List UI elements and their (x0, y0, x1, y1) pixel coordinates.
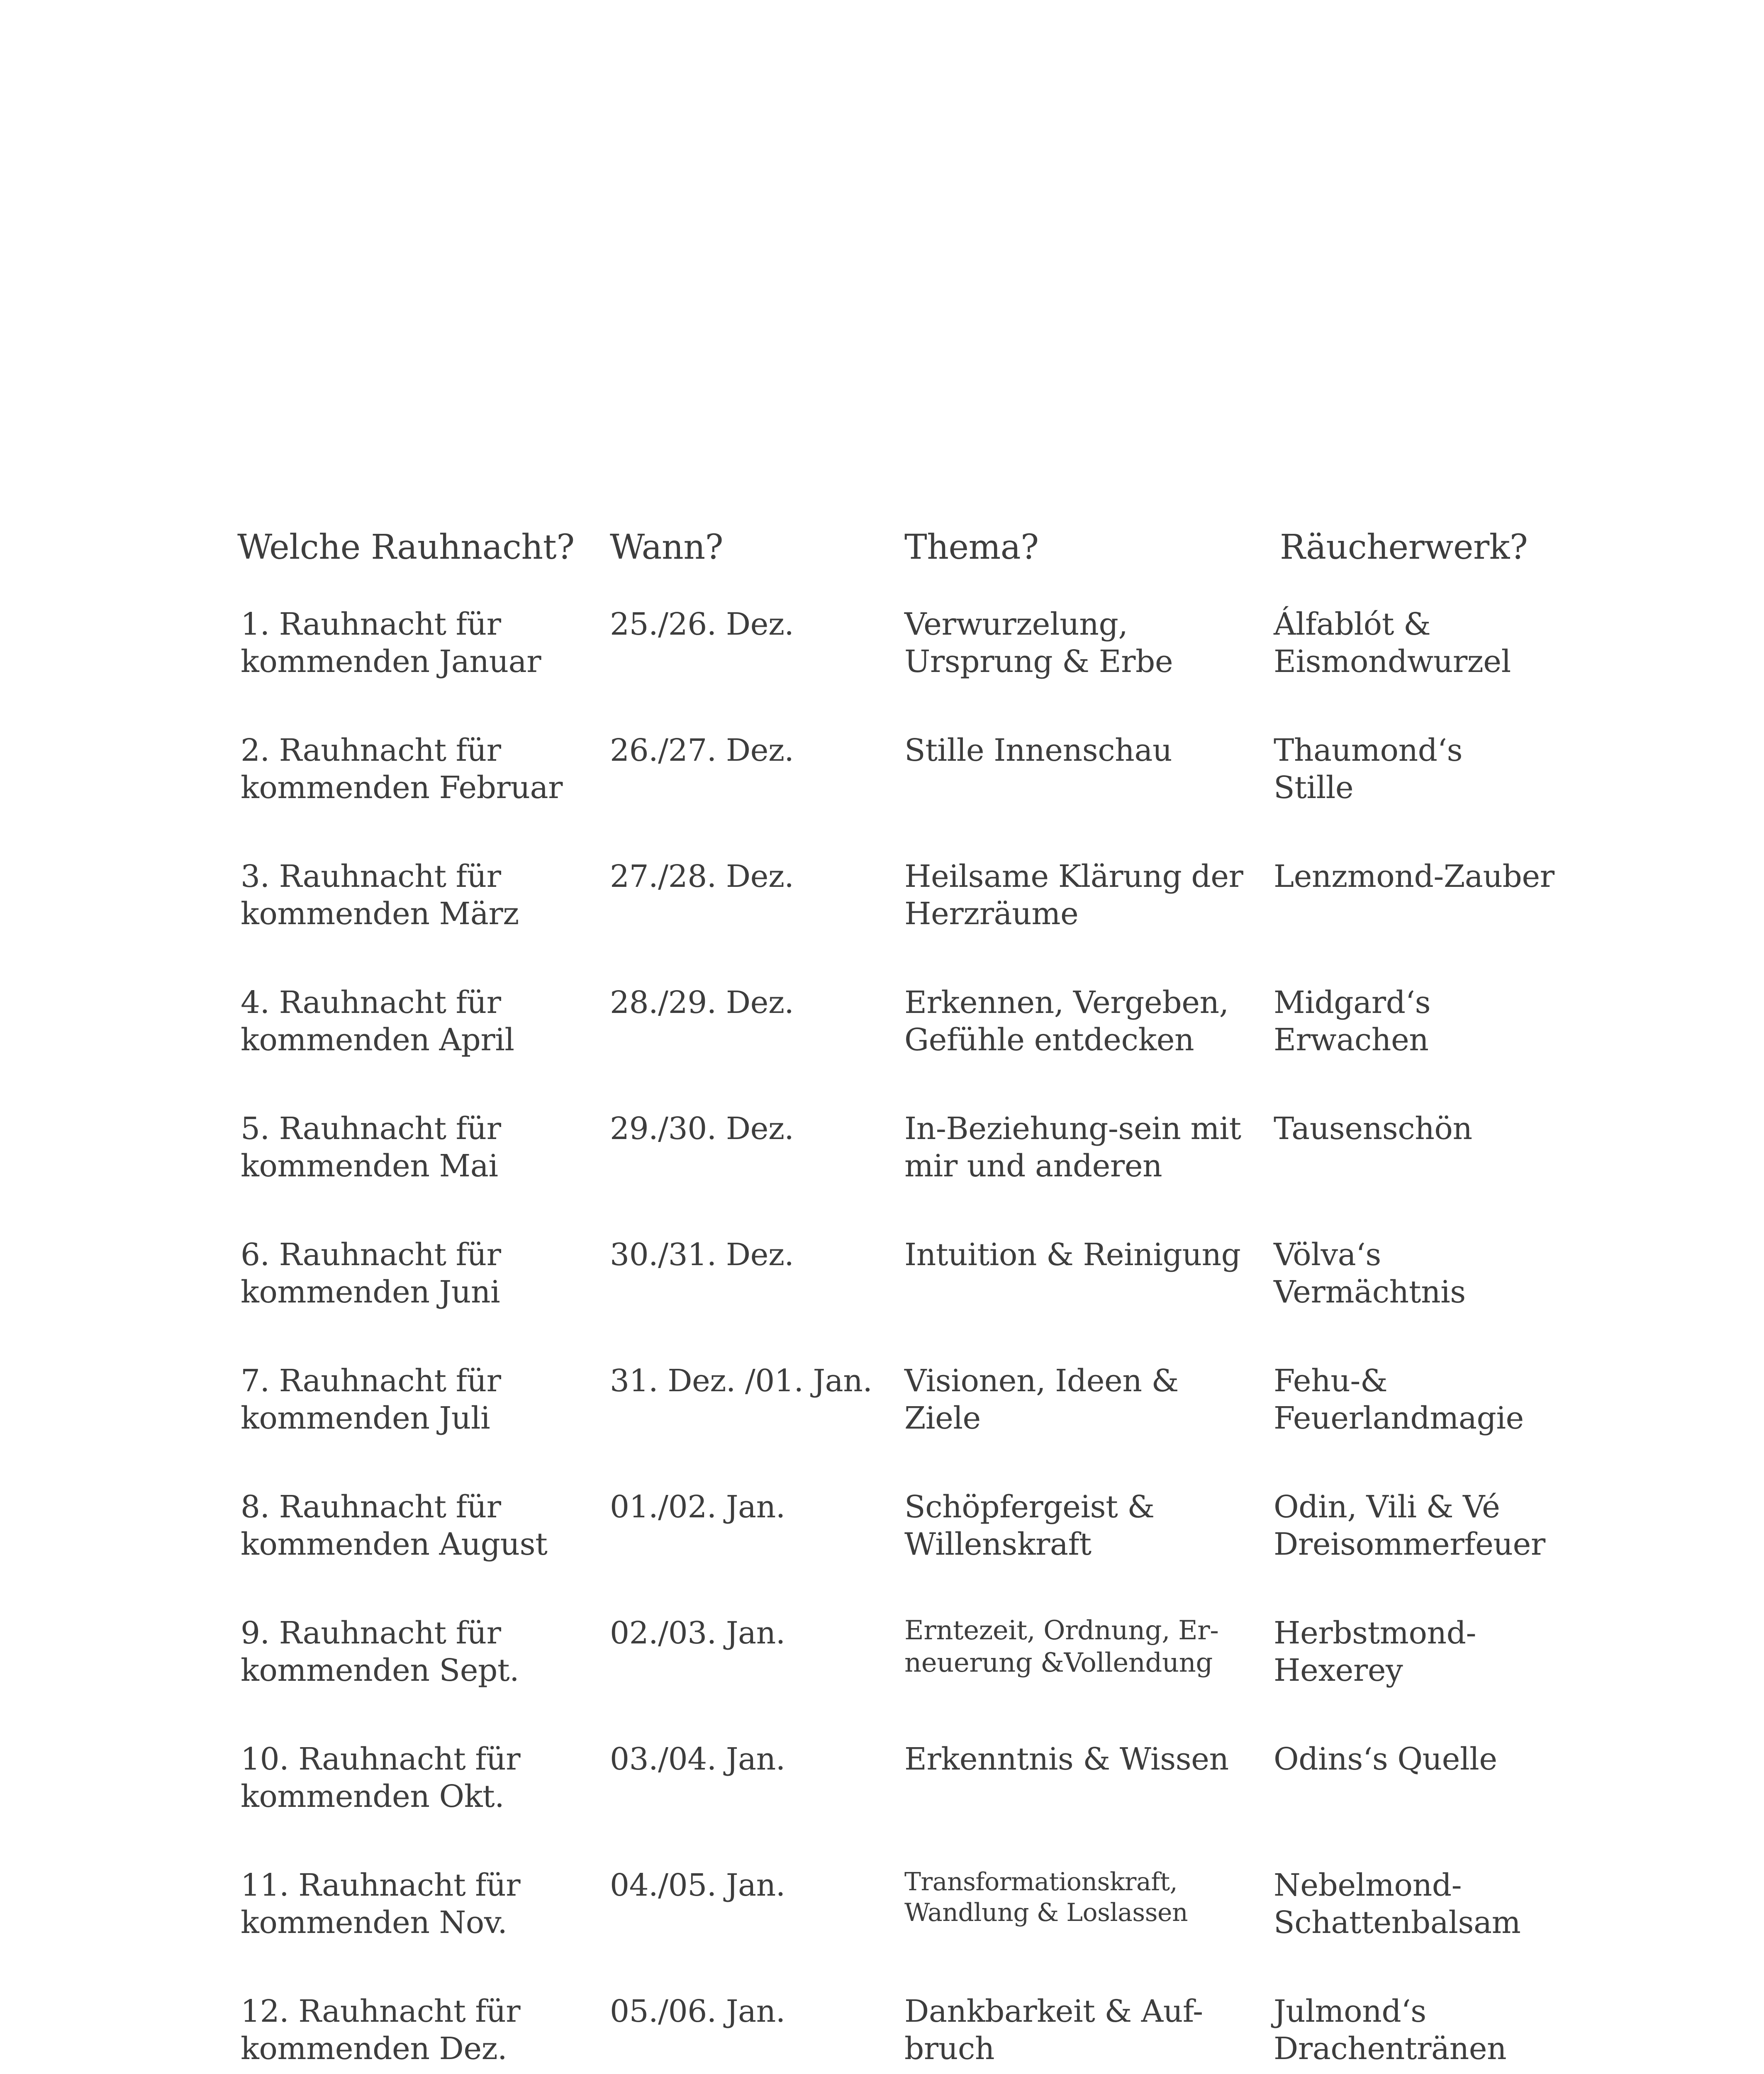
cell-theme-line: Wandlung & Loslassen (904, 1898, 1188, 1927)
cell-night-line: kommenden Mai (241, 1148, 498, 1184)
cell-theme-line: In-Beziehung-sein mit (904, 1111, 1241, 1147)
rauhnacht-table (237, 527, 1568, 2074)
cell-night (241, 984, 514, 1059)
table-row (241, 1362, 1568, 1488)
cell-night (241, 1993, 520, 2067)
cell-night-line: kommenden Dez. (241, 2031, 507, 2067)
table-row (241, 984, 1568, 1110)
cell-theme-line: Ziele (904, 1400, 981, 1436)
cell-night-line: 2. Rauhnacht für (241, 733, 501, 768)
cell-theme (904, 1614, 1218, 1679)
cell-theme-line: Erkenntnis & Wissen (904, 1741, 1229, 1777)
cell-theme (904, 1110, 1241, 1185)
cell-theme-line: Erkennen, Vergeben, (904, 985, 1229, 1020)
cell-night-line: 5. Rauhnacht für (241, 1111, 501, 1147)
cell-incense (1274, 1488, 1545, 1563)
cell-theme-line: Schöpfergeist & (904, 1489, 1155, 1525)
cell-night-line: kommenden Sept. (241, 1653, 519, 1688)
cell-incense-line: Dreisommerfeuer (1274, 1526, 1545, 1562)
cell-incense (1274, 1741, 1497, 1778)
cell-theme (904, 1867, 1188, 1928)
cell-when: 27./28. Dez. (610, 859, 794, 894)
table-row (241, 1867, 1568, 1993)
header-night: Welche Rauhnacht? (237, 528, 575, 567)
cell-when: 30./31. Dez. (610, 1237, 794, 1273)
cell-theme (904, 984, 1229, 1059)
cell-night (241, 1110, 501, 1185)
cell-when: 28./29. Dez. (610, 985, 794, 1020)
table-row (241, 1741, 1568, 1867)
cell-theme-line: Ursprung & Erbe (904, 644, 1173, 679)
cell-incense-line: Völva‘s (1274, 1237, 1381, 1273)
cell-incense (1274, 1614, 1476, 1689)
cell-theme-line: mir und anderen (904, 1148, 1162, 1184)
cell-incense-line: Midgard‘s (1274, 985, 1431, 1020)
cell-night (241, 858, 519, 932)
cell-night-line: kommenden Januar (241, 644, 541, 679)
cell-theme-line: Transformationskraft, (904, 1867, 1178, 1896)
cell-incense-line: Lenzmond-Zauber (1274, 859, 1554, 894)
cell-night-line: 4. Rauhnacht für (241, 985, 501, 1020)
cell-night (241, 1236, 501, 1311)
cell-night (241, 1867, 520, 1941)
cell-incense (1274, 1993, 1506, 2067)
cell-theme-line: Erntezeit, Ordnung, Er- (904, 1615, 1219, 1646)
cell-night-line: 3. Rauhnacht für (241, 859, 501, 894)
cell-theme-line: Gefühle entdecken (904, 1022, 1194, 1058)
cell-theme-line: Willenskraft (904, 1526, 1092, 1562)
cell-night-line: 6. Rauhnacht für (241, 1237, 501, 1273)
cell-night (241, 1362, 501, 1437)
cell-incense-line: Vermächtnis (1274, 1274, 1466, 1310)
table-header-row (237, 527, 1568, 606)
cell-night (241, 1614, 519, 1689)
cell-theme-line: Herzräume (904, 896, 1079, 932)
table-row (241, 1236, 1568, 1362)
cell-incense-line: Herbstmond- (1274, 1615, 1476, 1651)
table-row (241, 606, 1568, 732)
cell-incense-line: Odin, Vili & Vé (1274, 1489, 1500, 1525)
cell-incense (1274, 732, 1462, 806)
cell-when: 29./30. Dez. (610, 1111, 794, 1147)
cell-theme-line: Intuition & Reinigung (904, 1237, 1241, 1273)
cell-night-line: kommenden Februar (241, 770, 563, 806)
cell-theme (904, 732, 1172, 769)
cell-night (241, 606, 541, 680)
header-theme: Thema? (904, 528, 1039, 567)
cell-incense-line: Schattenbalsam (1274, 1905, 1521, 1940)
cell-when: 04./05. Jan. (610, 1867, 785, 1903)
cell-night-line: 10. Rauhnacht für (241, 1741, 521, 1777)
cell-theme (904, 606, 1173, 680)
cell-incense (1274, 1362, 1524, 1437)
cell-theme-line: neuerung &Vollendung (904, 1648, 1213, 1678)
cell-incense-line: Tausenschön (1274, 1111, 1472, 1147)
cell-incense (1274, 858, 1554, 895)
cell-night (241, 1488, 547, 1563)
cell-incense-line: Nebelmond- (1274, 1867, 1462, 1903)
cell-incense (1274, 606, 1511, 680)
cell-when: 01./02. Jan. (610, 1489, 785, 1525)
cell-theme (904, 1741, 1229, 1778)
cell-night-line: 11. Rauhnacht für (241, 1867, 521, 1903)
cell-night-line: kommenden März (241, 896, 519, 932)
cell-theme-line: Heilsame Klärung der (904, 859, 1243, 894)
cell-incense-line: Fehu-& (1274, 1363, 1388, 1399)
header-incense: Räucherwerk? (1280, 528, 1528, 567)
cell-when: 31. Dez. /01. Jan. (610, 1363, 872, 1399)
cell-incense-line: Stille (1274, 770, 1354, 806)
cell-when: 05./06. Jan. (610, 1994, 785, 2029)
cell-when: 03./04. Jan. (610, 1741, 785, 1777)
cell-incense (1274, 984, 1430, 1059)
table-row (241, 732, 1568, 858)
cell-night-line: kommenden Juni (241, 1274, 500, 1310)
cell-incense-line: Hexerey (1274, 1653, 1403, 1688)
cell-night-line: 1. Rauhnacht für (241, 606, 501, 642)
cell-night-line: 8. Rauhnacht für (241, 1489, 501, 1525)
cell-theme-line: Verwurzelung, (904, 606, 1128, 642)
cell-incense-line: Odins‘s Quelle (1274, 1741, 1497, 1777)
cell-incense-line: Julmond‘s (1274, 1994, 1426, 2029)
cell-when: 25./26. Dez. (610, 606, 794, 642)
table-row (241, 1488, 1568, 1614)
table-row (241, 858, 1568, 984)
cell-theme-line: bruch (904, 2031, 995, 2067)
table-body (241, 606, 1568, 2074)
cell-night (241, 1741, 520, 1815)
cell-incense (1274, 1867, 1520, 1941)
table-row (241, 1993, 1568, 2074)
cell-incense-line: Thaumond‘s (1274, 733, 1463, 768)
cell-incense-line: Álfablót & (1274, 606, 1431, 642)
cell-incense-line: Feuerlandmagie (1274, 1400, 1524, 1436)
cell-night-line: kommenden Nov. (241, 1905, 507, 1940)
cell-night-line: kommenden Juli (241, 1400, 490, 1436)
cell-theme (904, 1488, 1155, 1563)
cell-theme (904, 1236, 1241, 1273)
cell-night-line: 12. Rauhnacht für (241, 1994, 521, 2029)
cell-night-line: 7. Rauhnacht für (241, 1363, 501, 1399)
cell-night (241, 732, 563, 806)
cell-theme-line: Dankbarkeit & Auf- (904, 1994, 1203, 2029)
table-row (241, 1110, 1568, 1236)
cell-theme-line: Visionen, Ideen & (904, 1363, 1179, 1399)
cell-when: 26./27. Dez. (610, 733, 794, 768)
cell-night-line: kommenden Okt. (241, 1779, 504, 1814)
cell-when: 02./03. Jan. (610, 1615, 785, 1651)
cell-theme (904, 1362, 1179, 1437)
cell-night-line: kommenden April (241, 1022, 514, 1058)
cell-incense-line: Eismondwurzel (1274, 644, 1511, 679)
cell-night-line: kommenden August (241, 1526, 548, 1562)
cell-incense-line: Erwachen (1274, 1022, 1429, 1058)
cell-theme (904, 858, 1243, 932)
table-row (241, 1614, 1568, 1741)
cell-incense-line: Drachentränen (1274, 2031, 1507, 2067)
cell-theme (904, 1993, 1203, 2067)
cell-incense (1274, 1110, 1472, 1147)
cell-theme-line: Stille Innenschau (904, 733, 1172, 768)
cell-incense (1274, 1236, 1466, 1311)
header-when: Wann? (610, 528, 724, 567)
cell-night-line: 9. Rauhnacht für (241, 1615, 501, 1651)
